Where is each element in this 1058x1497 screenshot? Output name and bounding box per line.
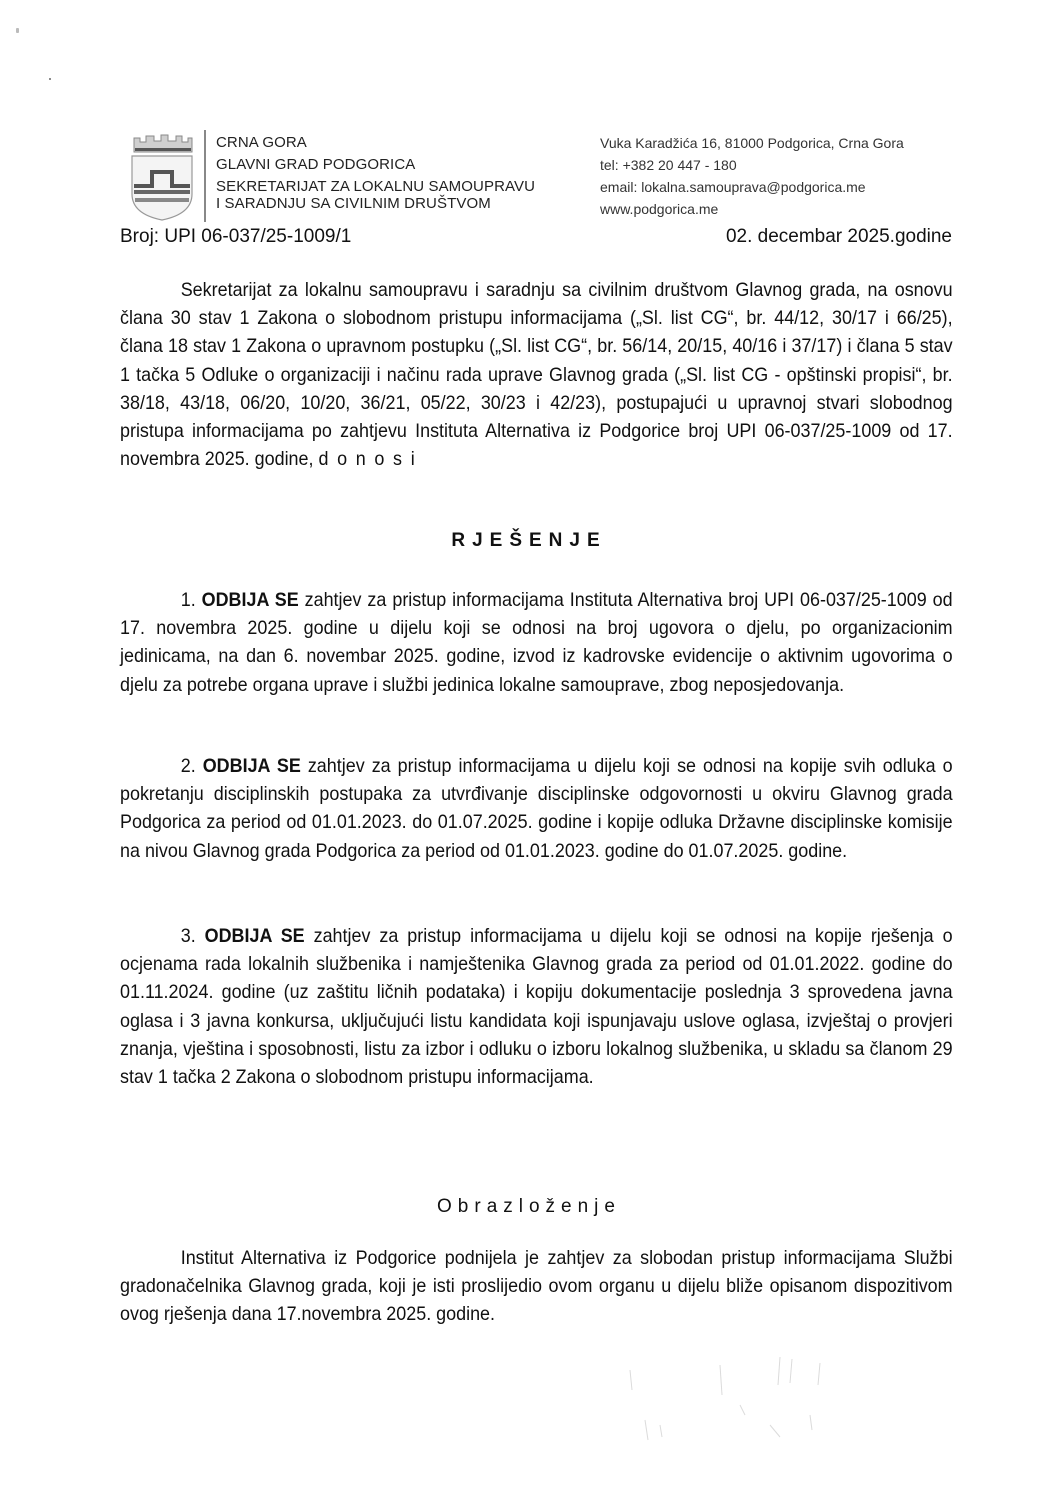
decision-title: RJEŠENJE: [451, 530, 607, 551]
contact-phone: tel: +382 20 447 - 180: [600, 157, 737, 173]
item-text: zahtjev za pristup informacijama u dijelu koji se odnosi na kopije rješenja o ocjenama rada lokalnih službenika i namještenika Glavnog grada za period od 01.01.2022. godine do 01.11.2024. godine (uz zaštitu ličnih podataka) i kopiju dokumentacije poslednja 3 sprovedena javna oglasa i 3 javna konkursa, uključujući listu kandidata koji ispunjavaju uslove oglasa, izvještaj o provjeri znanja, vještina i sposobnosti, listu za izbor i odluku o izboru lokalnog službenika, u skladu sa članom 29 stav 1 tačka 2 Zakona o slobodnom pristupu informacijama.: [120, 925, 953, 1089]
document-date: 02. decembar 2025.godine: [725, 226, 952, 247]
intro-donosi: d o n o s i: [318, 448, 417, 471]
scan-speck: [16, 28, 19, 33]
org-country: CRNA GORA: [216, 134, 307, 151]
scan-speck: [49, 78, 51, 80]
header-divider: [204, 130, 206, 222]
item-number: 3.: [180, 925, 196, 947]
faint-stamp-marks-icon: [620, 1345, 850, 1455]
reasoning-text: Institut Alternativa iz Podgorice podnijela je zahtjev za slobodan pristup informacijama Službi gradonačelnika Glavnog grada, koji je isti proslijedio ovom organu u dijelu bliže opisanom dispozitivom ovog rješenja dana 17.novembra 2025. godine.: [120, 1247, 953, 1326]
reasoning-paragraph: [120, 1244, 953, 1329]
contact-email: email: lokalna.samouprava@podgorica.me: [600, 179, 866, 195]
city-coat-of-arms-icon: [126, 132, 196, 222]
contact-address: Vuka Karadžića 16, 81000 Podgorica, Crna Gora: [600, 135, 904, 151]
reasoning-title: Obrazloženje: [437, 1196, 621, 1217]
contact-website: www.podgorica.me: [600, 201, 719, 217]
decision-item-3: [120, 922, 953, 1091]
reference-line: [120, 226, 952, 248]
organization-block: [216, 132, 535, 212]
org-city: GLAVNI GRAD PODGORICA: [216, 156, 416, 173]
reference-number: Broj: UPI 06-037/25-1009/1: [120, 226, 352, 247]
item-lead: ODBIJA SE: [204, 925, 305, 947]
org-secretariat-line1: SEKRETARIJAT ZA LOKALNU SAMOUPRAVU: [216, 178, 536, 195]
intro-paragraph: [120, 276, 953, 473]
item-lead: ODBIJA SE: [201, 589, 299, 611]
decision-item-1: [120, 586, 953, 699]
contact-block: [600, 132, 904, 220]
item-text: zahtjev za pristup informacijama u dijelu koji se odnosi na kopije svih odluka o pokretanju disciplinskih postupaka za utvrđivanje disciplinske odgovornosti u okviru Glavnog grada Podgorica za period od 01.01.2023. do 01.07.2025. godine i kopije odluka Državne disciplinske komisije na nivou Glavnog grada Podgorica za period od 01.01.2023. godine do 01.07.2025. godine.: [120, 755, 953, 862]
letterhead: [120, 128, 970, 228]
item-lead: ODBIJA SE: [202, 755, 301, 777]
item-text: zahtjev za pristup informacijama Instituta Alternativa broj UPI 06-037/25-1009 od 17. novembra 2025. godine u dijelu koji se odnosi na broj ugovora o djelu, po organizacionim jedinicama, na dan 6. novembar 2025. godine, izvod iz kadrovske evidencije o aktivnim ugovorima o djelu za potrebe organa uprave i službi jedinica lokalne samouprave, zbog neposjedovanja.: [120, 589, 953, 696]
org-secretariat-line2: I SARADNJU SA CIVILNIM DRUŠTVOM: [216, 195, 491, 212]
intro-text: Sekretarijat za lokalnu samoupravu i saradnju sa civilnim društvom Glavnog grada, na osnovu člana 30 stav 1 Zakona o slobodnom pristupu informacijama („Sl. list CG“, br. 44/12, 30/17 i 66/25), člana 18 stav 1 Zakona o upravnom postupku („Sl. list CG“, br. 56/14, 20/15, 40/16 i 37/17) i člana 5 stav 1 tačka 5 Odluke o organizaciji i načinu rada uprave Glavnog grada („Sl. list CG - opštinski propisi“, br. 38/18, 43/18, 06/20, 10/20, 36/21, 05/22, 30/23 i 42/23), postupajući u upravnoj stvari slobodnog pristupa informacijama po zahtjevu Instituta Alternativa iz Podgorice broj UPI 06-037/25-1009 od 17. novembra 2025. godine,: [120, 279, 953, 471]
item-number: 1.: [180, 589, 196, 611]
decision-item-2: [120, 752, 953, 865]
item-number: 2.: [180, 755, 196, 777]
